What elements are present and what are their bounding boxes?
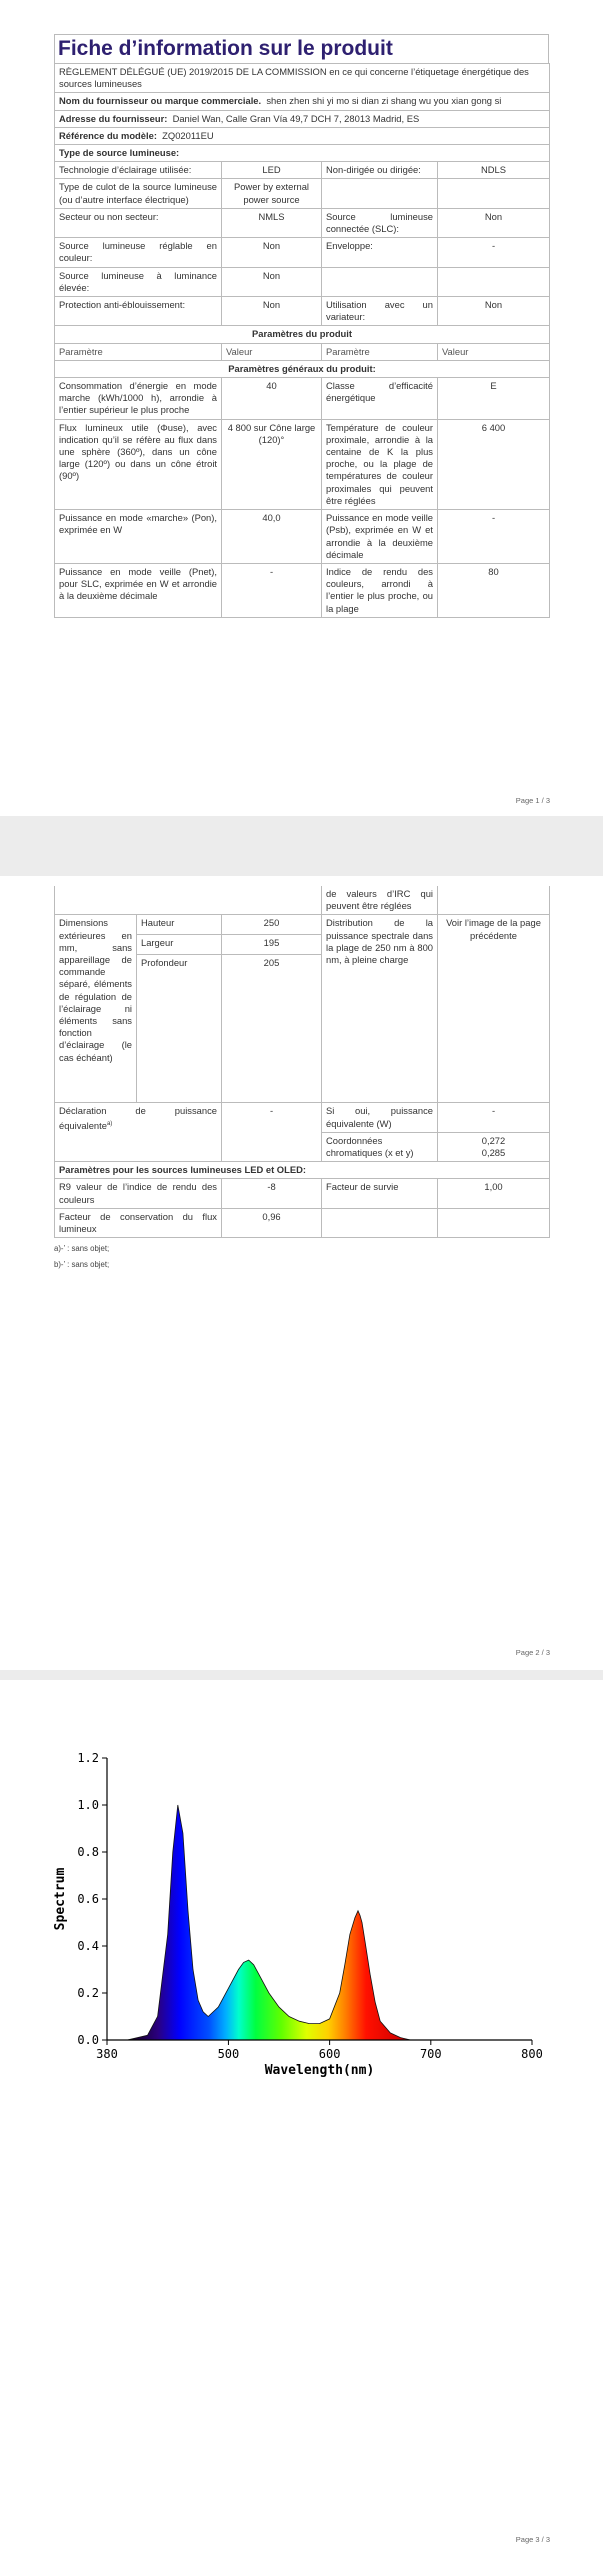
- source-value: Non: [222, 238, 322, 267]
- empty-cell: [438, 886, 550, 915]
- spectrum-area: [107, 1805, 532, 2040]
- info-table: [54, 63, 550, 618]
- supplier-label: Nom du fournisseur ou marque commerciale.: [59, 95, 262, 107]
- led-value: 0,96: [222, 1208, 322, 1237]
- continued-row: [55, 886, 550, 915]
- page-3: [0, 1680, 603, 2560]
- general-value: -: [438, 510, 550, 564]
- page-number: Page 3 / 3: [515, 2535, 550, 2544]
- source-param: Type de culot de la source lumineuse (ou d’autre interface électrique): [55, 179, 222, 208]
- led-value: [438, 1208, 550, 1237]
- source-param: [322, 267, 438, 296]
- general-value: 40: [222, 378, 322, 420]
- source-param: Technologie d’éclairage utilisée:: [55, 162, 222, 179]
- led-heading: Paramètres pour les sources lumineuses LED et OLED:: [55, 1162, 550, 1179]
- general-param: Consommation d’énergie en mode marche (kWh/1000 h), arrondie à l’entier supérieur le plus proche: [55, 378, 222, 420]
- regulation-text: RÈGLEMENT DÉLÉGUÉ (UE) 2019/2015 DE LA COMMISSION en ce qui concerne l’étiquetage énergétique des sources lumineuses: [55, 64, 550, 93]
- continued-text: de valeurs d’IRC qui peuvent être réglées: [322, 886, 438, 915]
- model-row: [55, 127, 550, 144]
- page-2-content: [54, 886, 549, 1273]
- y-tick-label: 0.6: [77, 1892, 99, 1906]
- supplier-row: [55, 93, 550, 110]
- footnote: a)-’ : sans objet;: [54, 1244, 110, 1254]
- general-value: 80: [438, 563, 550, 617]
- page-number: Page 1 / 3: [515, 796, 550, 805]
- source-value: Power by external power source: [222, 179, 322, 208]
- dims-label: Dimensions extérieures en mm, sans appareillage de commande séparé, éléments de régulation de l’éclairage ni éléments sans fonction d’éclairage (le cas échéant): [55, 915, 137, 1103]
- footnote: b)-’ : sans objet;: [54, 1260, 110, 1270]
- dim-label: Hauteur: [137, 915, 222, 935]
- y-tick-label: 0.8: [77, 1845, 99, 1859]
- general-param: Indice de rendu des couleurs, arrondi à l’entier le plus proche, ou la plage: [322, 563, 438, 617]
- dim-value: 250: [222, 915, 322, 935]
- general-value: -: [222, 563, 322, 617]
- source-value: [438, 267, 550, 296]
- spectrum-chart: [50, 1740, 550, 2100]
- x-tick-label: 600: [318, 2047, 341, 2061]
- led-value: -8: [222, 1179, 322, 1208]
- source-row: [55, 267, 550, 296]
- document-title: Fiche d’information sur le produit: [54, 34, 549, 63]
- general-param: Flux lumineux utile (Φuse), avec indication qu’il se réfère au flux dans une sphère (360º), dans un cône large (120º) ou dans un cône étroit (90º): [55, 419, 222, 509]
- source-param: [322, 179, 438, 208]
- led-row: [55, 1179, 550, 1208]
- x-tick-label: 800: [521, 2047, 543, 2061]
- general-value: 4 800 sur Cône large (120)°: [222, 419, 322, 509]
- address-row: [55, 110, 550, 127]
- footnotes: [54, 1241, 549, 1273]
- address-value: Daniel Wan, Calle Gran Vía 49,7 DCH 7, 28013 Madrid, ES: [172, 112, 420, 124]
- source-row: [55, 297, 550, 326]
- y-tick-label: 1.0: [77, 1798, 99, 1812]
- led-param: Facteur de survie: [322, 1179, 438, 1208]
- dims-row: [55, 915, 550, 935]
- general-row: [55, 510, 550, 564]
- equiv-w-label: Si oui, puissance équivalente (W): [322, 1103, 438, 1132]
- product-params-heading: Paramètres du produit: [55, 326, 550, 343]
- source-value: Non: [222, 297, 322, 326]
- led-param: Facteur de conservation du flux lumineux: [55, 1208, 222, 1237]
- page-1-content: [54, 34, 549, 618]
- col-header-value: Valeur: [438, 343, 550, 360]
- page-2: [0, 876, 603, 1670]
- y-tick-label: 0.2: [77, 1986, 99, 2000]
- model-value: ZQ02011EU: [162, 129, 214, 141]
- source-param: Secteur ou non secteur:: [55, 208, 222, 237]
- chroma-label: Coordonnées chromatiques (x et y): [322, 1132, 438, 1161]
- general-param: Puissance en mode veille (Pnet), pour SLC, exprimée en W et arrondie à la deuxième décimale: [55, 563, 222, 617]
- source-param: Protection anti-éblouissement:: [55, 297, 222, 326]
- source-param: Source lumineuse à luminance élevée:: [55, 267, 222, 296]
- general-row: [55, 378, 550, 420]
- y-tick-label: 1.2: [77, 1751, 99, 1765]
- general-param: Classe d’efficacité énergétique: [322, 378, 438, 420]
- col-header-value: Valeur: [222, 343, 322, 360]
- source-value: LED: [222, 162, 322, 179]
- address-label: Adresse du fournisseur:: [59, 112, 168, 124]
- chroma-y: 0,285: [481, 1147, 506, 1159]
- supplier-value: shen zhen shi yi mo si dian zi shang wu you xian gong si: [266, 95, 502, 107]
- general-param: Température de couleur proximale, arrondie à la centaine de K la plus proche, ou la plage de températures de couleur proximales qui peuvent être réglées: [322, 419, 438, 509]
- source-param: Enveloppe:: [322, 238, 438, 267]
- source-row: [55, 162, 550, 179]
- source-value: NDLS: [438, 162, 550, 179]
- led-row: [55, 1208, 550, 1237]
- dim-label: Largeur: [137, 935, 222, 955]
- equiv-value: -: [222, 1103, 322, 1162]
- dim-value: 195: [222, 935, 322, 955]
- source-value: Non: [222, 267, 322, 296]
- y-axis-label: Spectrum: [53, 1867, 68, 1931]
- general-value: E: [438, 378, 550, 420]
- general-value: 40,0: [222, 510, 322, 564]
- led-value: 1,00: [438, 1179, 550, 1208]
- source-value: NMLS: [222, 208, 322, 237]
- led-param: [322, 1208, 438, 1237]
- general-row: [55, 563, 550, 617]
- col-header-param: Paramètre: [322, 343, 438, 360]
- source-param: Source lumineuse connectée (SLC):: [322, 208, 438, 237]
- info-table-continued: [54, 886, 550, 1238]
- source-param: Non-dirigée ou dirigée:: [322, 162, 438, 179]
- equiv-label: [55, 1103, 222, 1162]
- column-header-row: [55, 343, 550, 360]
- source-value: -: [438, 238, 550, 267]
- chroma-values: [438, 1132, 550, 1161]
- empty-cell: [55, 886, 322, 915]
- general-params-heading: Paramètres généraux du produit:: [55, 360, 550, 377]
- dim-value: 205: [222, 955, 322, 1103]
- equiv-w-value: -: [438, 1103, 550, 1132]
- x-tick-label: 500: [217, 2047, 240, 2061]
- x-tick-label: 380: [96, 2047, 118, 2061]
- general-value: 6 400: [438, 419, 550, 509]
- source-row: [55, 179, 550, 208]
- general-param: Puissance en mode «marche» (Pon), exprimée en W: [55, 510, 222, 564]
- source-value: Non: [438, 208, 550, 237]
- dim-label: Profondeur: [137, 955, 222, 1103]
- equiv-label-text: Déclaration de puissance équivalente: [59, 1105, 217, 1131]
- equiv-row: [55, 1103, 550, 1132]
- spectral-label: Distribution de la puissance spectrale dans la plage de 250 nm à 800 nm, à pleine charge: [322, 915, 438, 1103]
- source-value: Non: [438, 297, 550, 326]
- col-header-param: Paramètre: [55, 343, 222, 360]
- led-param: R9 valeur de l’indice de rendu des couleurs: [55, 1179, 222, 1208]
- general-param: Puissance en mode veille (Psb), exprimée en W et arrondie à la deuxième décimale: [322, 510, 438, 564]
- source-row: [55, 208, 550, 237]
- source-param: Source lumineuse réglable en couleur:: [55, 238, 222, 267]
- source-param: Utilisation avec un variateur:: [322, 297, 438, 326]
- page-number: Page 2 / 3: [515, 1648, 550, 1657]
- chroma-x: 0,272: [481, 1134, 506, 1146]
- page-1: [0, 0, 603, 816]
- source-row: [55, 238, 550, 267]
- y-tick-label: 0.0: [77, 2033, 99, 2047]
- y-tick-label: 0.4: [77, 1939, 99, 1953]
- source-type-heading: Type de source lumineuse:: [55, 145, 550, 162]
- general-row: [55, 419, 550, 509]
- spectral-value: Voir l’image de la page précédente: [438, 915, 550, 1103]
- source-value: [438, 179, 550, 208]
- equiv-footnote-mark: a): [106, 1120, 113, 1127]
- x-tick-label: 700: [419, 2047, 442, 2061]
- x-axis-label: Wavelength(nm): [264, 2063, 375, 2078]
- model-label: Référence du modèle:: [59, 129, 157, 141]
